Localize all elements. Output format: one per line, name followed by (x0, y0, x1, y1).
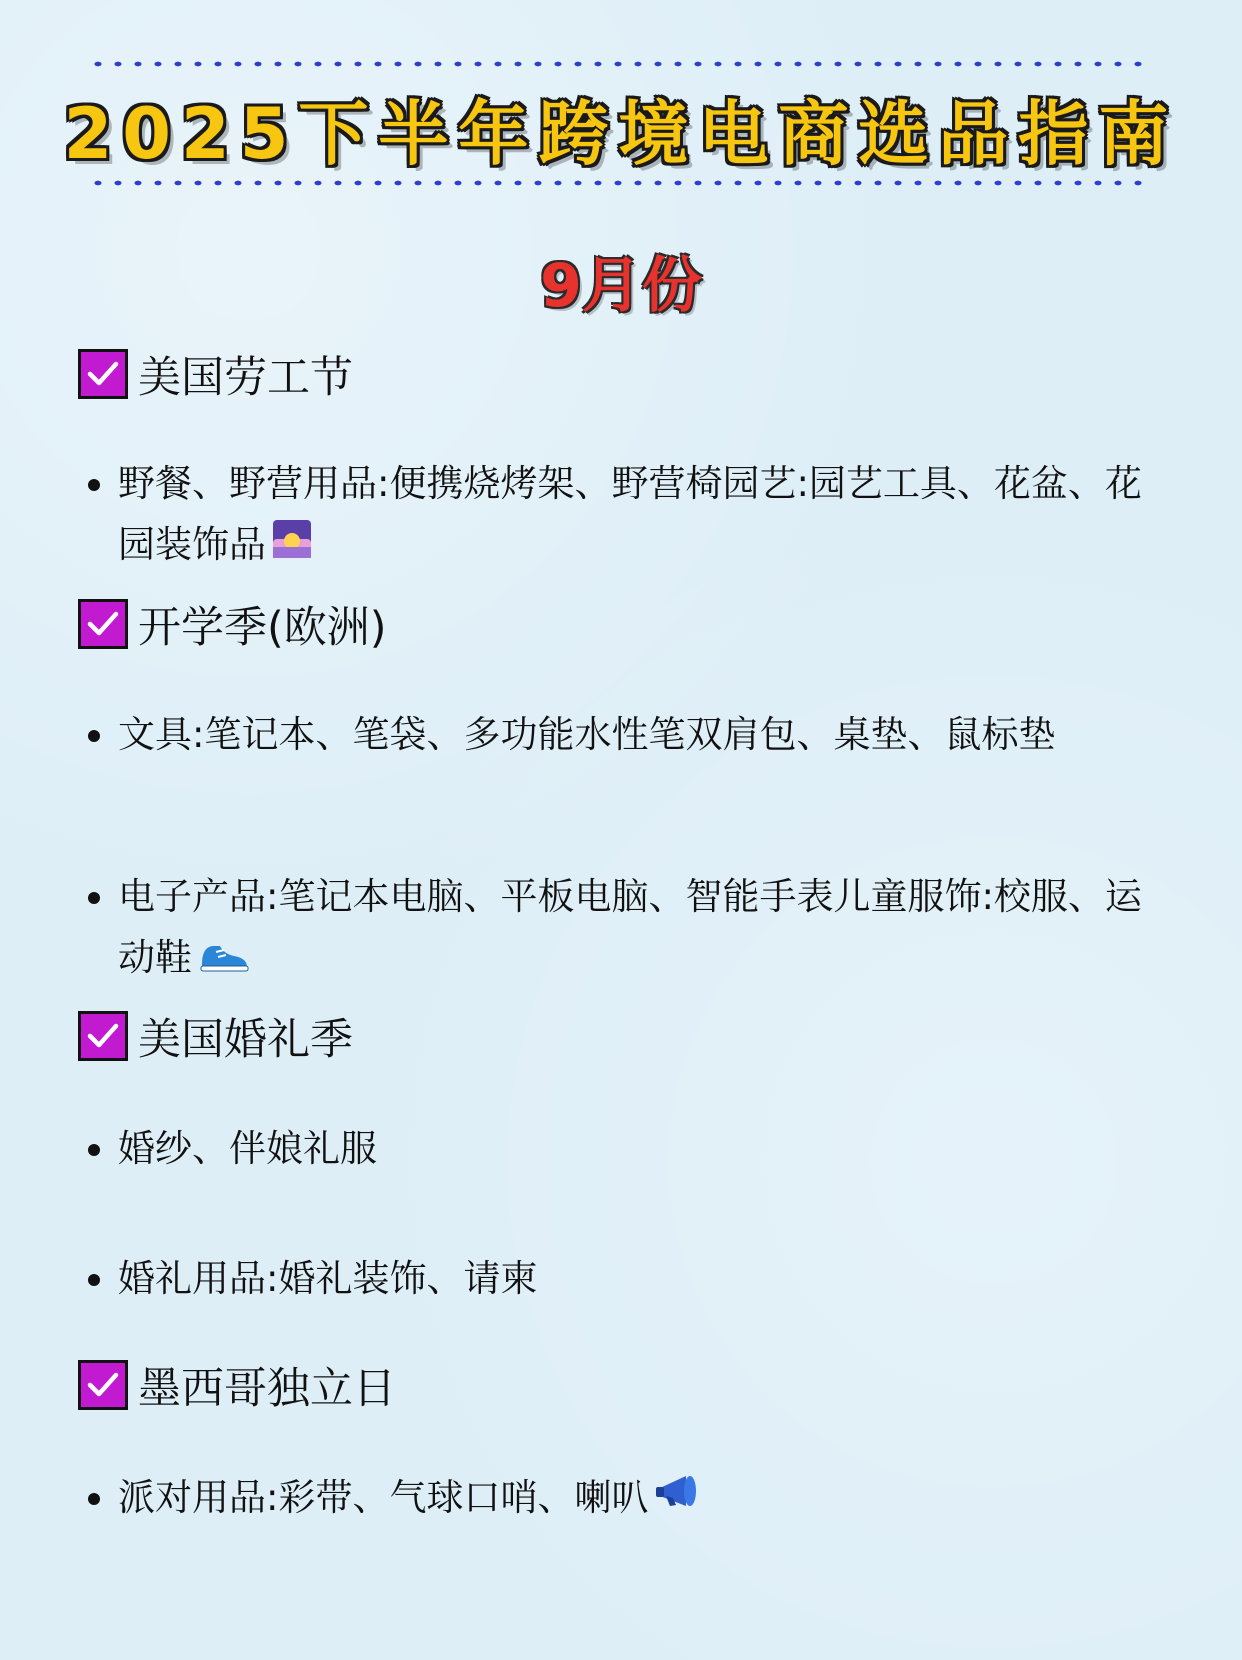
megaphone-icon (654, 1469, 706, 1530)
list-item (88, 453, 1168, 577)
list-item-text: 婚纱、伴娘礼服 (118, 1127, 377, 1170)
bottom-dotted-divider (88, 178, 1154, 188)
section-header-wedding-season (78, 1006, 353, 1066)
section-header-back-to-school (78, 594, 387, 654)
section-title: 墨西哥独立日 (138, 1363, 396, 1414)
list-item (88, 704, 1168, 765)
list-item (88, 1467, 1168, 1530)
list-item-text: 婚礼用品:婚礼装饰、请柬 (118, 1257, 538, 1300)
checkbox-icon (78, 1011, 128, 1061)
month-heading: 9月份 (540, 251, 702, 321)
bullet-dot (88, 1144, 100, 1156)
top-dotted-divider (88, 59, 1154, 69)
list-item-text: 文具:笔记本、笔袋、多功能水性笔双肩包、桌垫、鼠标垫 (118, 713, 1056, 756)
list-item-text: 野餐、野营用品:便携烧烤架、野营椅园艺:园艺工具、花盆、花园装饰品 (118, 462, 1142, 566)
section-title: 美国婚礼季 (138, 1014, 353, 1065)
list-item (88, 866, 1168, 990)
section-header-labor-day (78, 344, 353, 404)
section-header-mexico-independence-day (78, 1355, 396, 1415)
section-title: 开学季(欧洲) (138, 602, 387, 653)
checkbox-icon (78, 599, 128, 649)
list-item (88, 1248, 1168, 1309)
bullet-dot (88, 1493, 100, 1505)
bullet-dot (88, 1274, 100, 1286)
bullet-dot (88, 892, 100, 904)
sunrise-icon (272, 516, 312, 577)
list-item-text: 派对用品:彩带、气球口哨、喇叭 (118, 1476, 649, 1519)
checkbox-icon (78, 349, 128, 399)
bullet-dot (88, 479, 100, 491)
list-item-text: 电子产品:笔记本电脑、平板电脑、智能手表儿童服饰:校服、运动鞋 (118, 875, 1142, 979)
checkbox-icon (78, 1360, 128, 1410)
bullet-dot (88, 730, 100, 742)
main-title: 2025下半年跨境电商选品指南 (63, 93, 1179, 175)
list-item (88, 1118, 1168, 1179)
sneaker-icon (198, 929, 250, 990)
section-title: 美国劳工节 (138, 352, 353, 403)
